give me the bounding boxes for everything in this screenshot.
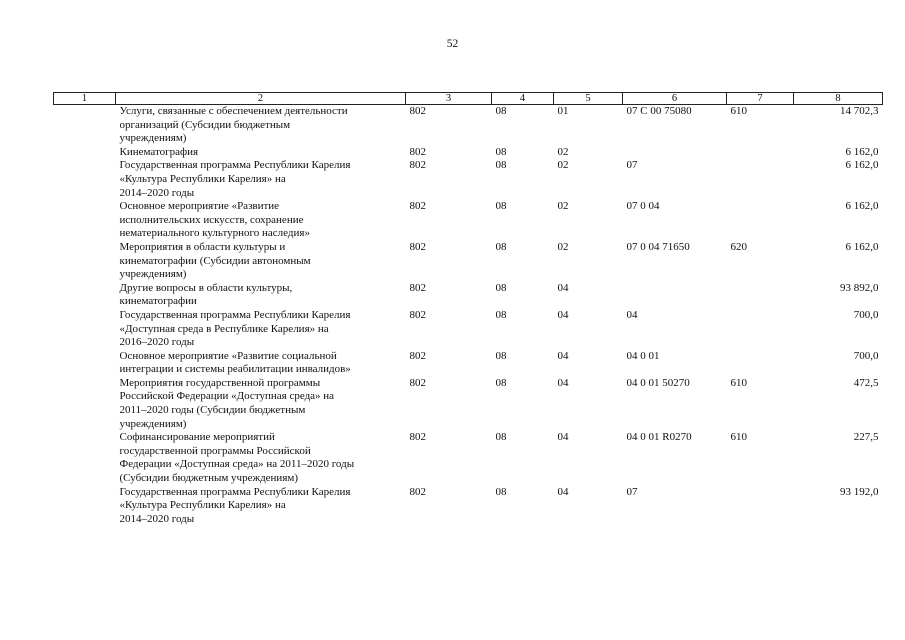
row-col-1 <box>54 486 116 527</box>
row-col-1 <box>54 241 116 282</box>
row-col-4: 08 <box>495 200 507 213</box>
row-col-8: 6 162,0 <box>845 145 879 158</box>
row-col-6: 07 0 04 <box>626 200 660 213</box>
column-header-8: 8 <box>794 93 883 105</box>
row-col-4: 08 <box>495 240 507 253</box>
row-col-4: 08 <box>495 485 507 498</box>
row-col-4: 08 <box>495 349 507 362</box>
row-col-7 <box>727 350 794 377</box>
row-col-4: 08 <box>495 376 507 389</box>
row-col-5: 02 <box>557 200 569 213</box>
row-col-7: 620 <box>730 240 747 253</box>
row-name-line: 2011–2020 годы (Субсидии бюджетным <box>119 404 306 417</box>
row-col-8: 227,5 <box>853 431 879 444</box>
row-col-3: 802 <box>409 105 426 117</box>
row-col-5: 04 <box>557 431 569 444</box>
row-col-7 <box>727 146 794 160</box>
column-number-row <box>54 93 883 105</box>
row-name-line: Мероприятия в области культуры и <box>119 240 286 253</box>
row-col-8: 14 702,3 <box>840 105 879 117</box>
column-header-3: 3 <box>406 93 492 105</box>
row-col-5: 04 <box>557 349 569 362</box>
row-col-7 <box>727 309 794 350</box>
row-name-line: Государственная программа Республики Карелия <box>119 159 351 172</box>
row-col-5: 04 <box>557 376 569 389</box>
row-col-7: 610 <box>730 431 747 444</box>
row-col-5: 02 <box>557 159 569 172</box>
table-row <box>54 431 883 485</box>
table-row <box>54 282 883 309</box>
row-col-4: 08 <box>495 145 507 158</box>
row-col-5: 02 <box>557 145 569 158</box>
row-col-1 <box>54 431 116 485</box>
row-name-line: организаций (Субсидии бюджетным <box>119 118 291 131</box>
budget-table <box>53 92 883 526</box>
row-name-line: Кинематография <box>119 145 199 158</box>
row-col-1 <box>54 200 116 241</box>
row-col-5: 04 <box>557 281 569 294</box>
row-col-6 <box>623 146 727 160</box>
row-name-line: интеграции и системы реабилитации инвалидов» <box>119 363 351 376</box>
row-col-3: 802 <box>409 376 426 389</box>
row-col-8: 472,5 <box>853 376 879 389</box>
row-col-7 <box>727 486 794 527</box>
row-name-line: Мероприятия государственной программы <box>119 376 321 389</box>
row-col-6 <box>623 282 727 309</box>
row-col-8: 93 192,0 <box>840 485 879 498</box>
row-col-1 <box>54 377 116 431</box>
row-col-8: 700,0 <box>853 308 879 321</box>
row-col-4: 08 <box>495 281 507 294</box>
row-col-5: 04 <box>557 308 569 321</box>
row-col-3: 802 <box>409 431 426 444</box>
table-row <box>54 146 883 160</box>
row-col-3: 802 <box>409 145 426 158</box>
column-header-1: 1 <box>54 93 116 105</box>
row-col-4: 08 <box>495 105 507 117</box>
row-col-8: 93 892,0 <box>840 281 879 294</box>
row-col-1 <box>54 282 116 309</box>
row-col-3: 802 <box>409 308 426 321</box>
row-col-7 <box>727 159 794 200</box>
table-row <box>54 309 883 350</box>
row-col-5: 01 <box>557 105 569 117</box>
row-name-line: «Культура Республики Карелия» на <box>119 499 286 512</box>
table-row <box>54 200 883 241</box>
table-body <box>54 105 883 527</box>
row-name-line: 2016–2020 годы <box>119 336 195 349</box>
row-col-6: 04 0 01 50270 <box>626 376 690 389</box>
row-col-3: 802 <box>409 200 426 213</box>
table-row <box>54 241 883 282</box>
column-header-6: 6 <box>623 93 727 105</box>
row-name-line: «Доступная среда в Республике Карелия» на <box>119 322 329 335</box>
row-col-6: 04 0 01 R0270 <box>626 431 692 444</box>
row-name <box>116 309 406 350</box>
row-col-5: 04 <box>557 485 569 498</box>
row-name-line: учреждениям) <box>119 417 187 430</box>
row-col-3: 802 <box>409 485 426 498</box>
row-col-1 <box>54 309 116 350</box>
row-name <box>116 146 406 160</box>
row-name-line: Услуги, связанные с обеспечением деятельности <box>119 105 348 117</box>
row-name-line: кинематографии <box>119 295 197 308</box>
row-name-line: Государственная программа Республики Карелия <box>119 485 351 498</box>
row-col-6: 07 <box>626 159 638 172</box>
row-name-line: 2014–2020 годы <box>119 512 195 525</box>
row-col-7: 610 <box>730 376 747 389</box>
row-col-7: 610 <box>730 105 747 117</box>
table-header <box>54 93 883 105</box>
row-name-line: государственной программы Российской <box>119 444 311 457</box>
row-name <box>116 431 406 485</box>
row-col-8: 6 162,0 <box>845 240 879 253</box>
row-col-6: 07 С 00 75080 <box>626 105 692 117</box>
row-name-line: Софинансирование мероприятий <box>119 431 275 444</box>
row-name <box>116 241 406 282</box>
column-header-4: 4 <box>492 93 554 105</box>
table-row <box>54 377 883 431</box>
row-col-6: 04 <box>626 308 638 321</box>
row-name-line: нематериального культурного наследия» <box>119 227 310 240</box>
row-col-4: 08 <box>495 431 507 444</box>
row-name <box>116 282 406 309</box>
row-col-3: 802 <box>409 281 426 294</box>
row-name-line: Основное мероприятие «Развитие социальной <box>119 349 337 362</box>
row-col-3: 802 <box>409 349 426 362</box>
row-name-line: Российской Федерации «Доступная среда» на <box>119 390 335 403</box>
row-name <box>116 377 406 431</box>
row-name-line: кинематографии (Субсидии автономным <box>119 254 311 267</box>
row-name <box>116 486 406 527</box>
row-col-1 <box>54 350 116 377</box>
row-col-5: 02 <box>557 240 569 253</box>
row-name-line: Другие вопросы в области культуры, <box>119 281 293 294</box>
row-col-7 <box>727 200 794 241</box>
row-name-line: 2014–2020 годы <box>119 186 195 199</box>
row-col-1 <box>54 105 116 146</box>
row-col-6: 07 0 04 71650 <box>626 240 690 253</box>
row-col-4: 08 <box>495 308 507 321</box>
row-col-1 <box>54 159 116 200</box>
row-name-line: (Субсидии бюджетным учреждениям) <box>119 472 299 485</box>
row-col-8: 6 162,0 <box>845 159 879 172</box>
table-row <box>54 486 883 527</box>
row-col-7 <box>727 282 794 309</box>
page-number: 52 <box>446 38 459 50</box>
row-name-line: Государственная программа Республики Карелия <box>119 308 351 321</box>
row-col-6: 04 0 01 <box>626 349 660 362</box>
table-row <box>54 105 883 146</box>
row-name <box>116 105 406 146</box>
row-name <box>116 159 406 200</box>
row-name-line: учреждениям) <box>119 268 187 281</box>
row-name-line: исполнительских искусств, сохранение <box>119 213 304 226</box>
row-col-8: 6 162,0 <box>845 200 879 213</box>
table-row <box>54 350 883 377</box>
row-col-8: 700,0 <box>853 349 879 362</box>
row-col-6: 07 <box>626 485 638 498</box>
row-name-line: Основное мероприятие «Развитие <box>119 200 280 213</box>
table-row <box>54 159 883 200</box>
row-name <box>116 350 406 377</box>
row-name-line: Федерации «Доступная среда» на 2011–2020 годы <box>119 458 355 471</box>
column-header-5: 5 <box>554 93 623 105</box>
row-name-line: учреждениям) <box>119 132 187 145</box>
column-header-2: 2 <box>116 93 406 105</box>
row-name-line: «Культура Республики Карелия» на <box>119 172 286 185</box>
row-col-1 <box>54 146 116 160</box>
row-col-4: 08 <box>495 159 507 172</box>
row-col-3: 802 <box>409 159 426 172</box>
row-name <box>116 200 406 241</box>
column-header-7: 7 <box>727 93 794 105</box>
row-col-3: 802 <box>409 240 426 253</box>
